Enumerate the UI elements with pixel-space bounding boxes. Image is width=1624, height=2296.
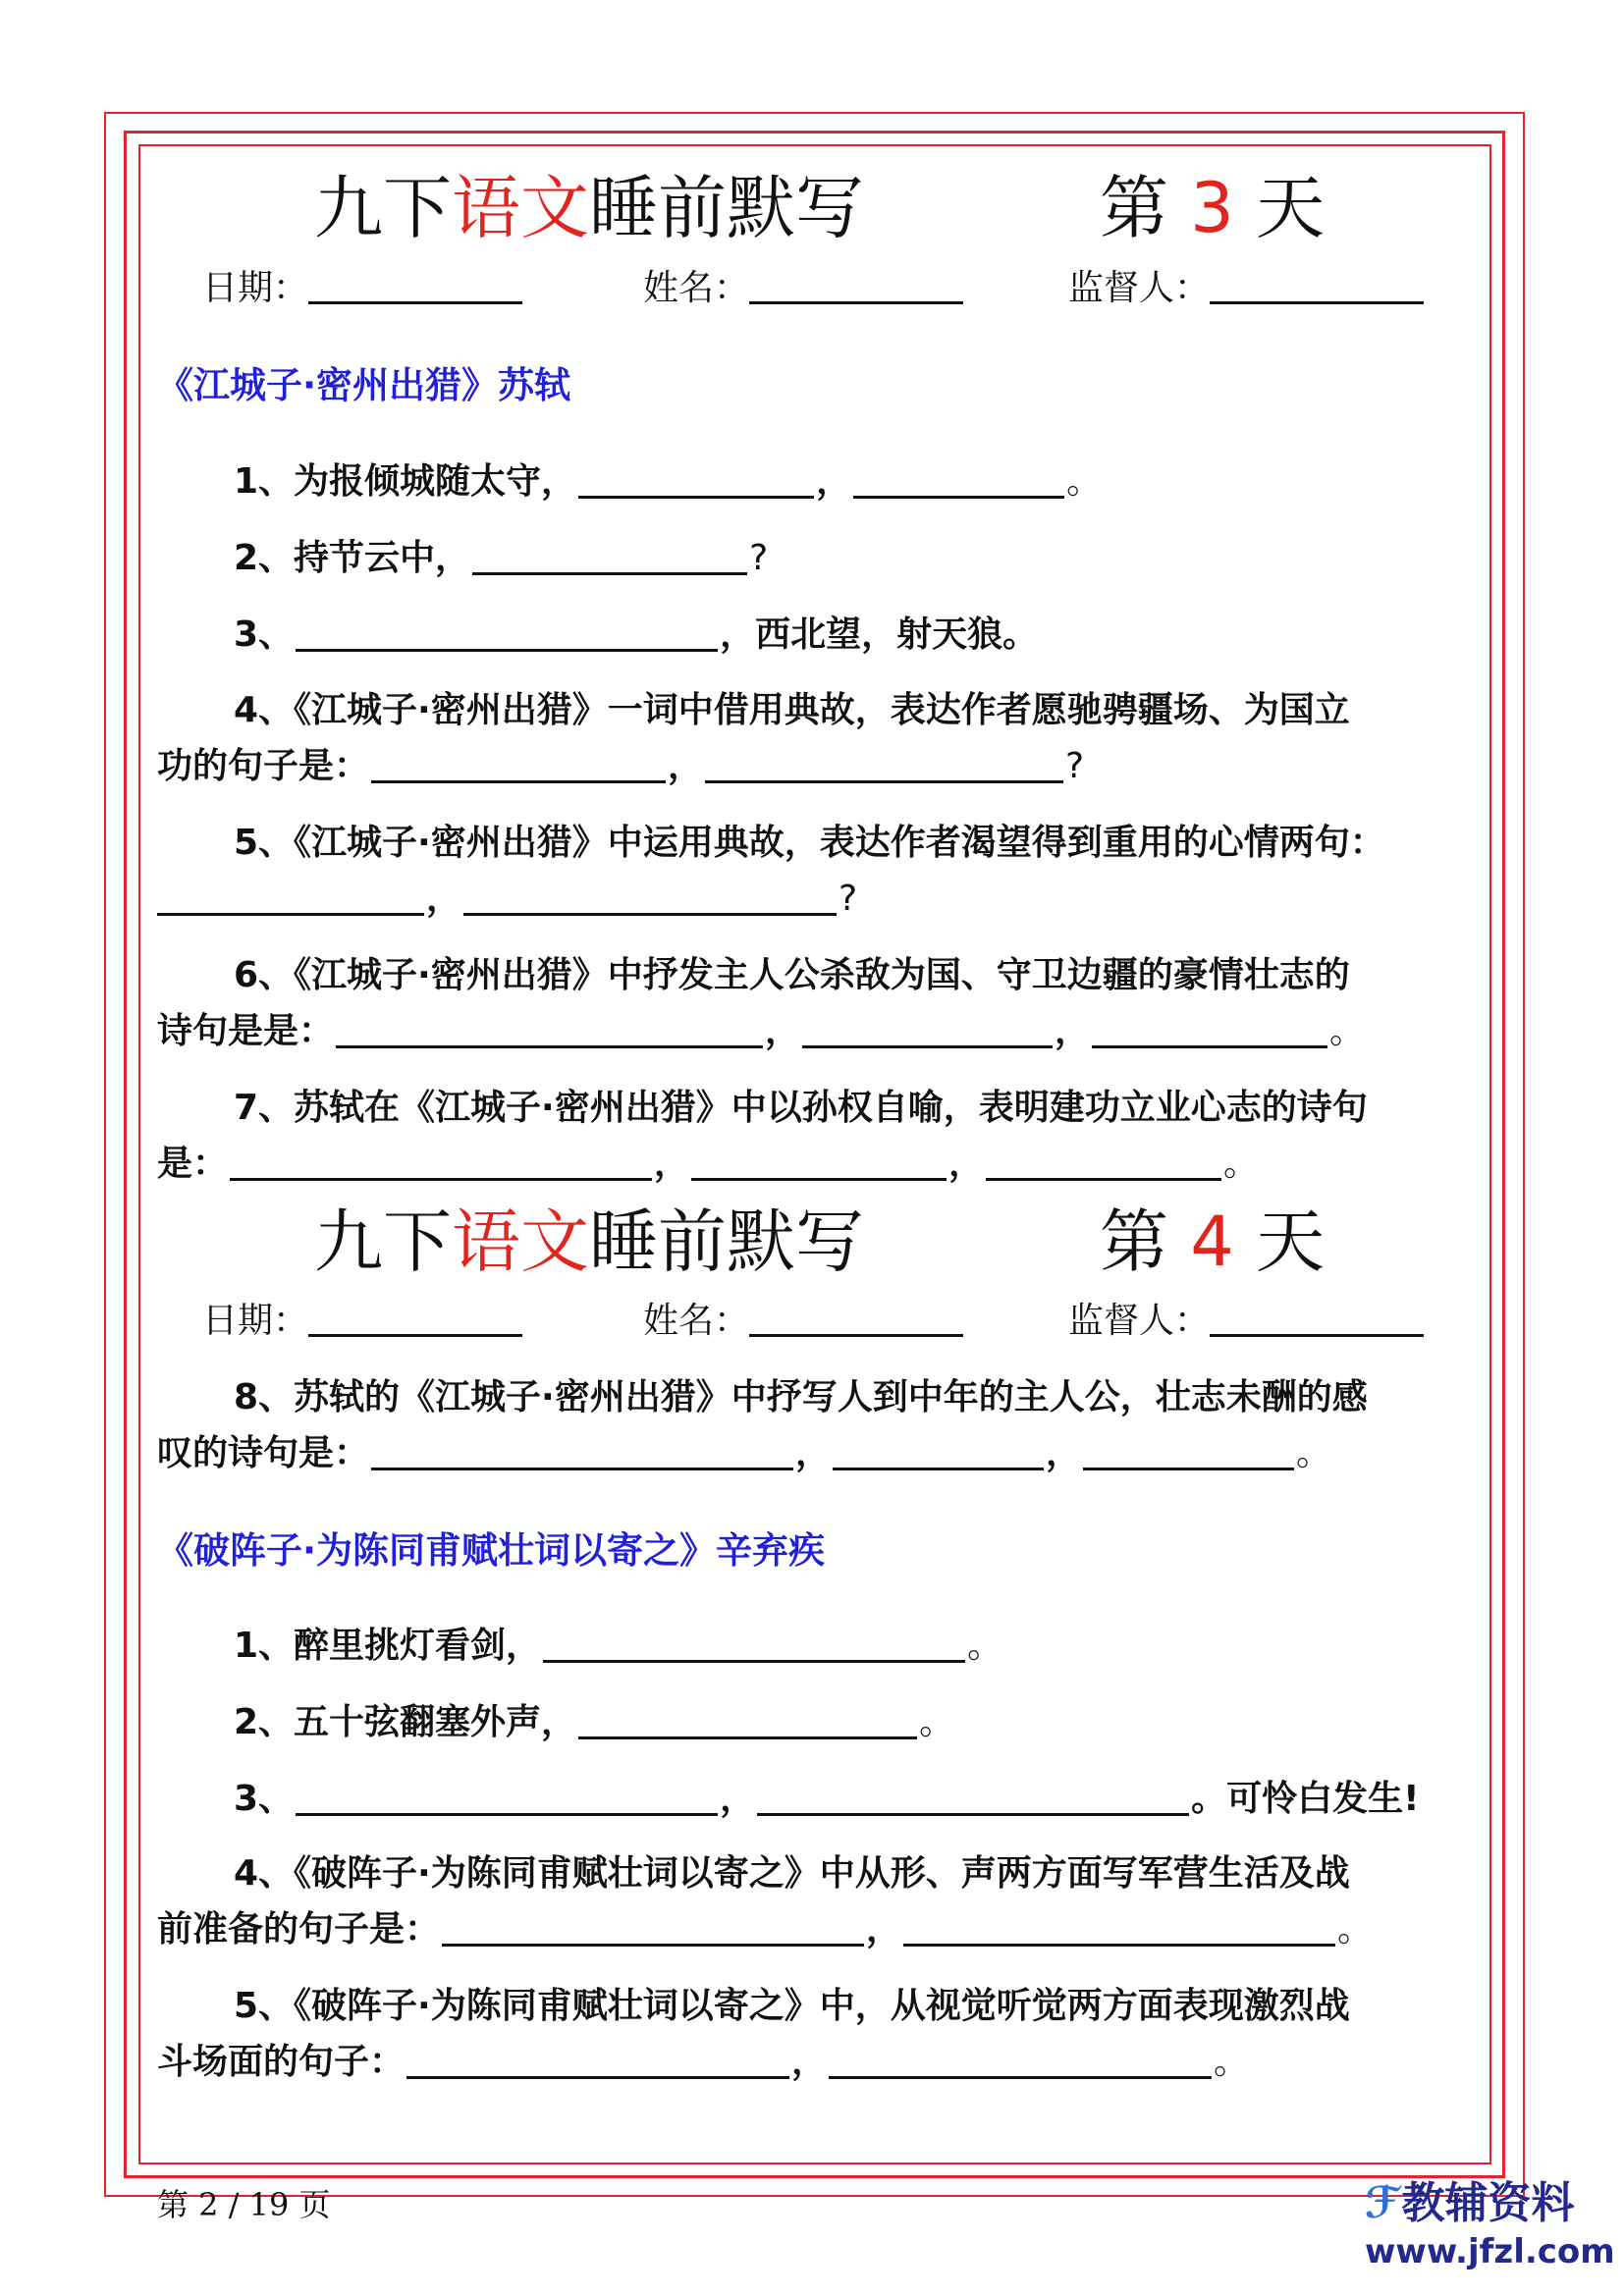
blank[interactable]	[853, 458, 1064, 499]
blank[interactable]	[157, 876, 424, 916]
supervisor-input-line[interactable]	[1210, 1301, 1424, 1337]
p5-end: 。	[1214, 2042, 1250, 2082]
question-8-line2	[157, 1425, 1483, 1482]
blank[interactable]	[296, 1776, 718, 1816]
question-3	[157, 607, 1559, 664]
day-prefix: 第	[1100, 168, 1168, 248]
question-6-line1: 6、《江城子·密州出猎》中抒发主人公杀敌为国、守卫边疆的豪情壮志的	[234, 955, 1350, 995]
day-number: 4	[1190, 1201, 1234, 1282]
blank[interactable]	[371, 1430, 793, 1470]
blank[interactable]	[986, 1141, 1221, 1181]
title-prefix: 九下	[314, 1201, 452, 1282]
q5-end: ?	[839, 879, 858, 919]
date-input-line[interactable]	[308, 1301, 522, 1337]
blank[interactable]	[442, 1906, 864, 1947]
date-input-line[interactable]	[308, 268, 522, 304]
q1-text: 1、为报倾城随太守，	[234, 461, 577, 502]
logo-brand	[1365, 2177, 1600, 2230]
p3-sep: ，	[720, 1779, 756, 1819]
q4-sep: ，	[668, 746, 704, 786]
question-5-line2	[157, 871, 1483, 928]
supervisor-label: 监督人：	[1068, 268, 1211, 308]
question-p5-line2	[157, 2034, 1483, 2091]
q2-text: 2、持节云中，	[234, 538, 471, 578]
date-label: 日期：	[202, 268, 309, 308]
p4-end: 。	[1337, 1909, 1374, 1949]
blank[interactable]	[230, 1141, 652, 1181]
blank[interactable]	[829, 2039, 1212, 2079]
poem-title-jiangchengzi: 《江城子·密州出猎》苏轼	[157, 364, 571, 406]
q1-end: 。	[1066, 461, 1103, 502]
question-p4-line1: 4、《破阵子·为陈同甫赋壮词以寄之》中从形、声两方面写军营生活及战	[234, 1853, 1350, 1894]
blank[interactable]	[578, 458, 814, 499]
date-field	[202, 263, 522, 314]
blank[interactable]	[543, 1623, 965, 1663]
blank[interactable]	[833, 1430, 1044, 1470]
blank[interactable]	[406, 2039, 789, 2079]
supervisor-label: 监督人：	[1068, 1301, 1211, 1341]
date-field	[202, 1296, 522, 1347]
q8-sep2: ，	[1046, 1433, 1082, 1473]
day-prefix: 第	[1100, 1201, 1168, 1282]
name-input-line[interactable]	[749, 268, 963, 304]
q3-num: 3、	[234, 614, 295, 655]
title-prefix: 九下	[314, 168, 452, 248]
jfzl-logo-icon: ℱ	[1365, 2178, 1400, 2228]
p3-end: 。可怜白发生!	[1191, 1779, 1420, 1819]
question-4-line2	[157, 738, 1483, 795]
blank[interactable]	[691, 1141, 947, 1181]
q8-label: 叹的诗句是：	[157, 1433, 370, 1473]
day-suffix: 天	[1256, 168, 1326, 248]
question-p3	[157, 1771, 1559, 1828]
q6-sep1: ，	[765, 1011, 801, 1051]
q6-label: 诗句是是：	[157, 1011, 335, 1051]
question-p4-line2	[157, 1901, 1483, 1958]
day-label	[1100, 1193, 1325, 1291]
question-p1	[157, 1618, 1559, 1675]
supervisor-field	[1068, 263, 1424, 314]
title-suffix: 睡前默写	[589, 1201, 864, 1282]
blank[interactable]	[336, 1008, 763, 1048]
page-number: 第 2 / 19 页	[157, 2186, 331, 2223]
name-field	[643, 1296, 963, 1347]
question-5-line1: 5、《江城子·密州出猎》中运用典故，表达作者渴望得到重用的心情两句：	[234, 823, 1385, 863]
p4-label: 前准备的句子是：	[157, 1909, 441, 1949]
question-1	[157, 454, 1559, 510]
blank[interactable]	[463, 876, 837, 916]
blank[interactable]	[705, 743, 1063, 783]
p4-sep: ，	[866, 1909, 902, 1949]
name-input-line[interactable]	[749, 1301, 963, 1337]
p3-num: 3、	[234, 1779, 295, 1819]
q7-sep2: ，	[948, 1144, 985, 1184]
page-title-day3	[314, 159, 864, 257]
question-7-line1: 7、苏轼在《江城子·密州出猎》中以孙权自喻，表明建功立业心志的诗句	[234, 1088, 1368, 1128]
q2-end: ?	[749, 538, 769, 578]
q3-text: ，西北望，射天狼。	[720, 614, 1039, 655]
p5-label: 斗场面的句子：	[157, 2042, 406, 2082]
name-label: 姓名：	[643, 1301, 750, 1341]
supervisor-input-line[interactable]	[1210, 268, 1424, 304]
q1-sep: ，	[816, 461, 852, 502]
question-8-line1: 8、苏轼的《江城子·密州出猎》中抒写人到中年的主人公，壮志未酬的感	[234, 1377, 1368, 1417]
question-p5-line1: 5、《破阵子·为陈同甫赋壮词以寄之》中，从视觉听觉两方面表现激烈战	[234, 1986, 1350, 2026]
q6-end: 。	[1329, 1011, 1366, 1051]
date-label: 日期：	[202, 1301, 309, 1341]
question-7-line2	[157, 1136, 1483, 1193]
day-number: 3	[1190, 168, 1234, 248]
blank[interactable]	[296, 612, 718, 652]
question-4-line1: 4、《江城子·密州出猎》一词中借用典故，表达作者愿驰骋疆场、为国立	[234, 690, 1350, 730]
p5-sep: ，	[791, 2042, 828, 2082]
poem-title-pozhenzi: 《破阵子·为陈同甫赋壮词以寄之》辛弃疾	[157, 1529, 826, 1572]
supervisor-field	[1068, 1296, 1424, 1347]
q6-sep2: ，	[1055, 1011, 1091, 1051]
p2-end: 。	[919, 1702, 955, 1742]
question-2	[157, 530, 1559, 587]
p2-text: 2、五十弦翻塞外声，	[234, 1702, 577, 1742]
blank[interactable]	[1092, 1008, 1327, 1048]
blank[interactable]	[757, 1776, 1189, 1816]
title-red: 语文	[452, 1201, 589, 1282]
title-red: 语文	[452, 168, 589, 248]
jfzl-logo	[1365, 2177, 1615, 2285]
blank[interactable]	[802, 1008, 1053, 1048]
blank[interactable]	[578, 1699, 917, 1739]
logo-url: www.jfzl.com	[1365, 2232, 1615, 2271]
name-field	[643, 263, 963, 314]
q7-end: 。	[1223, 1144, 1260, 1184]
q7-sep1: ，	[654, 1144, 690, 1184]
q7-label: 是：	[157, 1144, 229, 1184]
q8-end: 。	[1296, 1433, 1332, 1473]
name-label: 姓名：	[643, 268, 750, 308]
q8-sep1: ，	[795, 1433, 832, 1473]
blank[interactable]	[1083, 1430, 1294, 1470]
p1-end: 。	[967, 1626, 1003, 1666]
q4-label: 功的句子是：	[157, 746, 370, 786]
q4-end: ?	[1065, 746, 1085, 786]
title-suffix: 睡前默写	[589, 168, 864, 248]
page-title-day4	[314, 1193, 864, 1291]
day-suffix: 天	[1256, 1201, 1326, 1282]
logo-brand-text: 教辅资料	[1401, 2178, 1575, 2228]
question-p2	[157, 1694, 1559, 1751]
day-label	[1100, 159, 1325, 257]
q5-sep: ，	[426, 879, 462, 919]
blank[interactable]	[472, 535, 747, 575]
p1-text: 1、醉里挑灯看剑，	[234, 1626, 542, 1666]
blank[interactable]	[903, 1906, 1335, 1947]
question-6-line2	[157, 1003, 1483, 1060]
blank[interactable]	[371, 743, 666, 783]
